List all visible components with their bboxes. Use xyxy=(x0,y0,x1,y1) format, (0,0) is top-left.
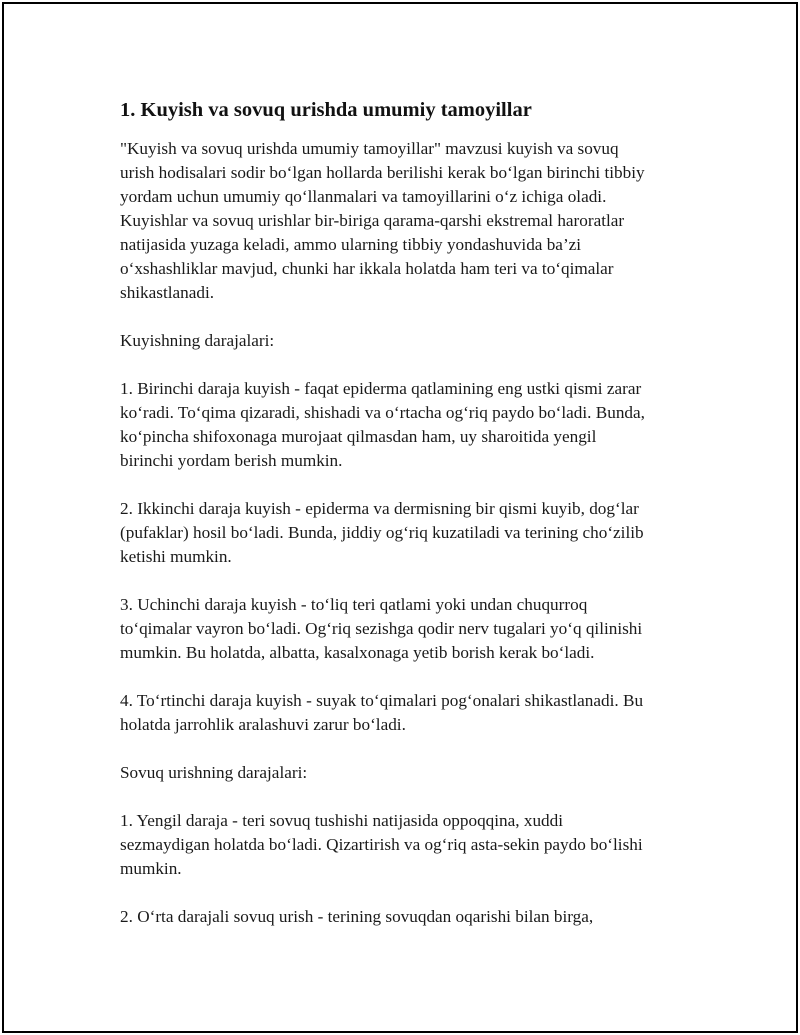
paragraph xyxy=(120,329,690,353)
paragraph-line: Kuyishlar va sovuq urishlar bir-biriga qarama-qarshi ekstremal haroratlar xyxy=(120,211,625,230)
paragraph-line: 1. Yengil daraja - teri sovuq tushishi natijasida oppoqqina, xuddi xyxy=(120,811,564,830)
document-page xyxy=(2,2,798,1033)
paragraph-line: 4. To‘rtinchi daraja kuyish - suyak to‘qimalari pog‘onalari shikastlanadi. Bu xyxy=(120,691,644,710)
paragraph-line: mumkin. Bu holatda, albatta, kasalxonaga yetib borish kerak bo‘ladi. xyxy=(120,643,595,662)
paragraph xyxy=(120,137,690,305)
paragraph-line: Kuyishning darajalari: xyxy=(120,331,275,350)
paragraph-line: ketishi mumkin. xyxy=(120,547,232,566)
document-content xyxy=(120,96,690,953)
paragraph-line: natijasida yuzaga keladi, ammo ularning tibbiy yondashuvida ba’zi xyxy=(120,235,582,254)
paragraph-line: to‘qimalar vayron bo‘ladi. Og‘riq sezishga qodir nerv tugalari yo‘q qilinishi xyxy=(120,619,643,638)
paragraph xyxy=(120,593,690,665)
paragraph-line: (pufaklar) hosil bo‘ladi. Bunda, jiddiy og‘riq kuzatiladi va terining cho‘zilib xyxy=(120,523,644,542)
paragraph-line: 2. O‘rta darajali sovuq urish - terining sovuqdan oqarishi bilan birga, xyxy=(120,907,594,926)
paragraph xyxy=(120,761,690,785)
paragraph xyxy=(120,377,690,473)
paragraph xyxy=(120,905,690,929)
paragraph-list xyxy=(120,137,690,929)
paragraph-line: 3. Uchinchi daraja kuyish - to‘liq teri qatlami yoki undan chuqurroq xyxy=(120,595,588,614)
paragraph-line: mumkin. xyxy=(120,859,182,878)
paragraph-line: sezmaydigan holatda bo‘ladi. Qizartirish va og‘riq asta-sekin paydo bo‘lishi xyxy=(120,835,643,854)
section-title: 1. Kuyish va sovuq urishda umumiy tamoyillar xyxy=(120,99,532,121)
paragraph xyxy=(120,497,690,569)
paragraph-line: ko‘radi. To‘qima qizaradi, shishadi va o‘rtacha og‘riq paydo bo‘ladi. Bunda, xyxy=(120,403,645,422)
paragraph-line: o‘xshashliklar mavjud, chunki har ikkala holatda ham teri va to‘qimalar xyxy=(120,259,614,278)
paragraph-line: 1. Birinchi daraja kuyish - faqat epiderma qatlamining eng ustki qismi zarar xyxy=(120,379,642,398)
paragraph xyxy=(120,809,690,881)
paragraph-line: Sovuq urishning darajalari: xyxy=(120,763,308,782)
paragraph-line: "Kuyish va sovuq urishda umumiy tamoyillar" mavzusi kuyish va sovuq xyxy=(120,139,619,158)
paragraph-line: shikastlanadi. xyxy=(120,283,215,302)
paragraph-line: 2. Ikkinchi daraja kuyish - epiderma va dermisning bir qismi kuyib, dog‘lar xyxy=(120,499,639,518)
paragraph-line: ko‘pincha shifoxonaga murojaat qilmasdan ham, uy sharoitida yengil xyxy=(120,427,597,446)
paragraph-line: urish hodisalari sodir bo‘lgan hollarda berilishi kerak bo‘lgan birinchi tibbiy xyxy=(120,163,645,182)
paragraph xyxy=(120,689,690,737)
paragraph-line: birinchi yordam berish mumkin. xyxy=(120,451,343,470)
paragraph-line: yordam uchun umumiy qo‘llanmalari va tamoyillarini o‘z ichiga oladi. xyxy=(120,187,607,206)
paragraph-line: holatda jarrohlik aralashuvi zarur bo‘ladi. xyxy=(120,715,406,734)
